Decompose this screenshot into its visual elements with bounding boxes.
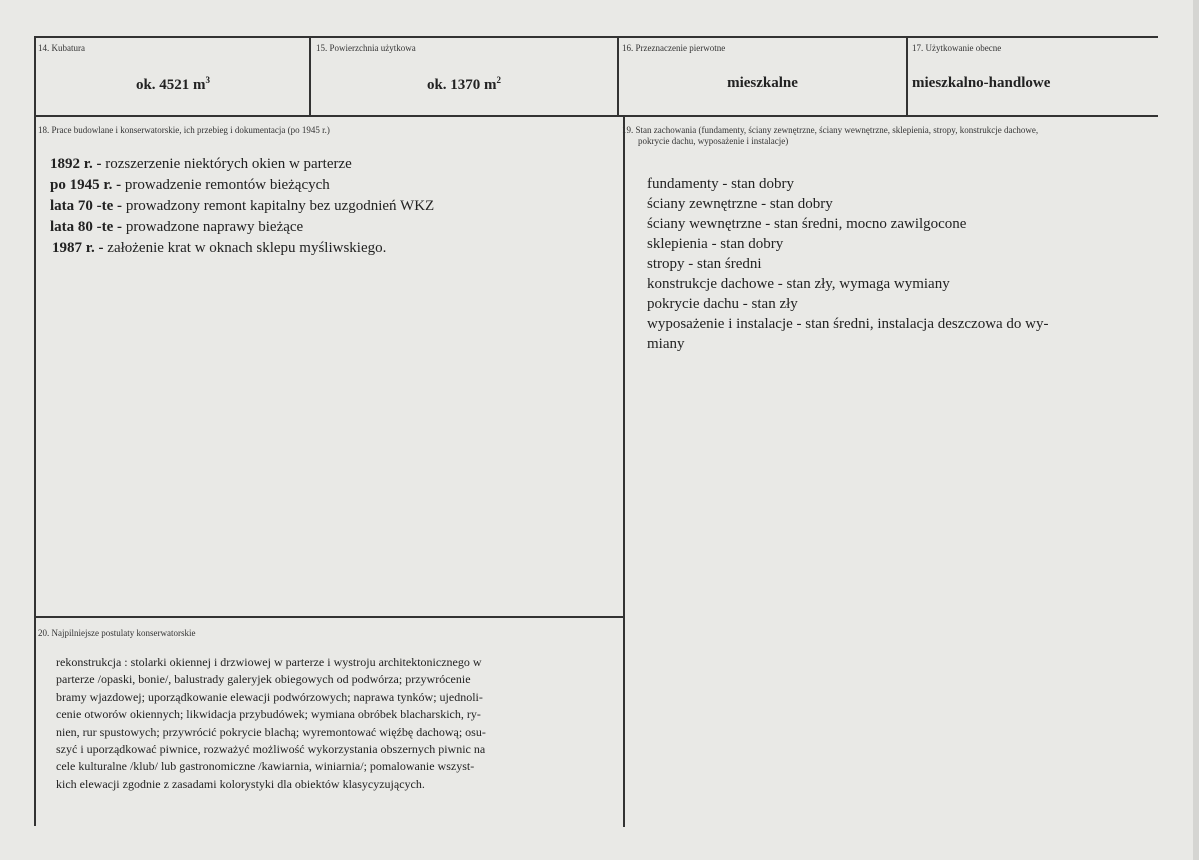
section20-top-rule: [34, 616, 624, 618]
field-15-label: 15. Powierzchnia użytkowa: [316, 43, 416, 53]
field-17-value: mieszkalno-handlowe: [912, 75, 1051, 91]
condition-line: fundamenty - stan dobry: [647, 176, 795, 192]
condition-line: sklepienia - stan dobry: [647, 236, 784, 252]
postulate-line: kich elewacji zgodnie z zasadami kolorystyki dla obiektów klasycyzujących.: [56, 776, 425, 791]
postulate-line: cele kulturalne /klub/ lub gastronomiczne /kawiarnia, winiarnia/; pomalowanie wszyst-: [56, 759, 475, 774]
condition-line: pokrycie dachu - stan zły: [647, 296, 798, 312]
works-entry: [50, 154, 610, 175]
divider-16-17: [906, 36, 908, 117]
field-16-label: 16. Przeznaczenie pierwotne: [622, 43, 726, 53]
field-16-value: mieszkalne: [727, 75, 798, 91]
row1-bottom-rule: [34, 115, 1158, 117]
kubatura-exponent: 3: [205, 75, 211, 85]
works-entry-date: 1987 r. -: [52, 240, 104, 256]
works-entry-text: założenie krat w oknach sklepu myśliwskiego.: [103, 240, 387, 256]
postulate-line: cenie otworów okiennych; likwidacja przybudówek; wymiana obróbek blacharskich, ry-: [56, 707, 481, 722]
works-entry: [50, 196, 610, 217]
works-entry: [50, 217, 610, 238]
field-15-value: [311, 75, 617, 94]
condition-line: ściany zewnętrzne - stan dobry: [647, 196, 833, 212]
field-19-label: [622, 125, 1038, 147]
condition-line: konstrukcje dachowe - stan zły, wymaga wymiany: [647, 276, 950, 292]
conservation-postulates: [56, 654, 556, 793]
works-entry-text: prowadzenie remontów bieżących: [121, 177, 330, 193]
works-entry-text: prowadzone naprawy bieżące: [122, 219, 304, 235]
top-rule: [34, 36, 1158, 38]
left-border: [34, 36, 36, 826]
works-history-list: [50, 154, 610, 259]
postulate-line: nien, rur spustowych; przywrócić pokrycie blachą; wyremontować więźbę dachową; osu-: [56, 724, 486, 739]
condition-line: ściany wewnętrzne - stan średni, mocno zawilgocone: [647, 216, 967, 232]
field-14-label: 14. Kubatura: [38, 43, 85, 53]
field-17-label: 17. Użytkowanie obecne: [912, 43, 1002, 53]
works-entry-text: prowadzony remont kapitalny bez uzgodnień WKZ: [122, 198, 435, 214]
works-entry-text: rozszerzenie niektórych okien w parterze: [101, 156, 352, 172]
works-entry-date: 1892 r. -: [50, 156, 102, 172]
postulate-line: szyć i uporządkować piwnice, rozważyć możliwość wykorzystania obszernych piwnic na: [56, 742, 486, 757]
field-18-label: 18. Prace budowlane i konserwatorskie, ich przebieg i dokumentacja (po 1945 r.): [38, 125, 330, 135]
field-14-value: [36, 75, 310, 94]
kubatura-text: ok. 4521 m: [135, 77, 206, 93]
works-entry: [50, 238, 610, 259]
works-entry-date: lata 70 -te -: [50, 198, 123, 214]
condition-list: [647, 174, 1117, 354]
works-entry-date: po 1945 r. -: [50, 177, 122, 193]
field-19-label-line: pokrycie dachu, wyposażenie i instalacje): [638, 136, 789, 146]
field-20-label: 20. Najpilniejsze postulaty konserwatorskie: [38, 628, 196, 638]
postulate-line: rekonstrukcja : stolarki okiennej i drzwiowej w parterze i wystroju architektonicznego w: [56, 655, 482, 669]
condition-line: stropy - stan średni: [647, 256, 762, 272]
condition-line: wyposażenie i instalacje - stan średni, instalacja deszczowa do wy-: [647, 316, 1049, 332]
field-19-label-line: 19. Stan zachowania (fundamenty, ściany zewnętrzne, ściany wewnętrzne, sklepienia, stropy, konstrukcje dachowe,: [622, 125, 1039, 135]
powierzchnia-text: ok. 1370 m: [426, 77, 497, 93]
powierzchnia-exponent: 2: [496, 75, 502, 85]
works-entry: [50, 175, 610, 196]
middle-divider: [623, 115, 625, 827]
condition-line: miany: [647, 336, 685, 352]
works-entry-date: lata 80 -te -: [50, 219, 123, 235]
postulate-line: bramy wjazdowej; uporządkowanie elewacji podwórzowych; naprawa tynków; ujednoli-: [56, 689, 483, 704]
postulate-line: parterze /opaski, bonie/, balustrady galeryjek obiegowych od podwórza; przywrócenie: [56, 672, 471, 687]
